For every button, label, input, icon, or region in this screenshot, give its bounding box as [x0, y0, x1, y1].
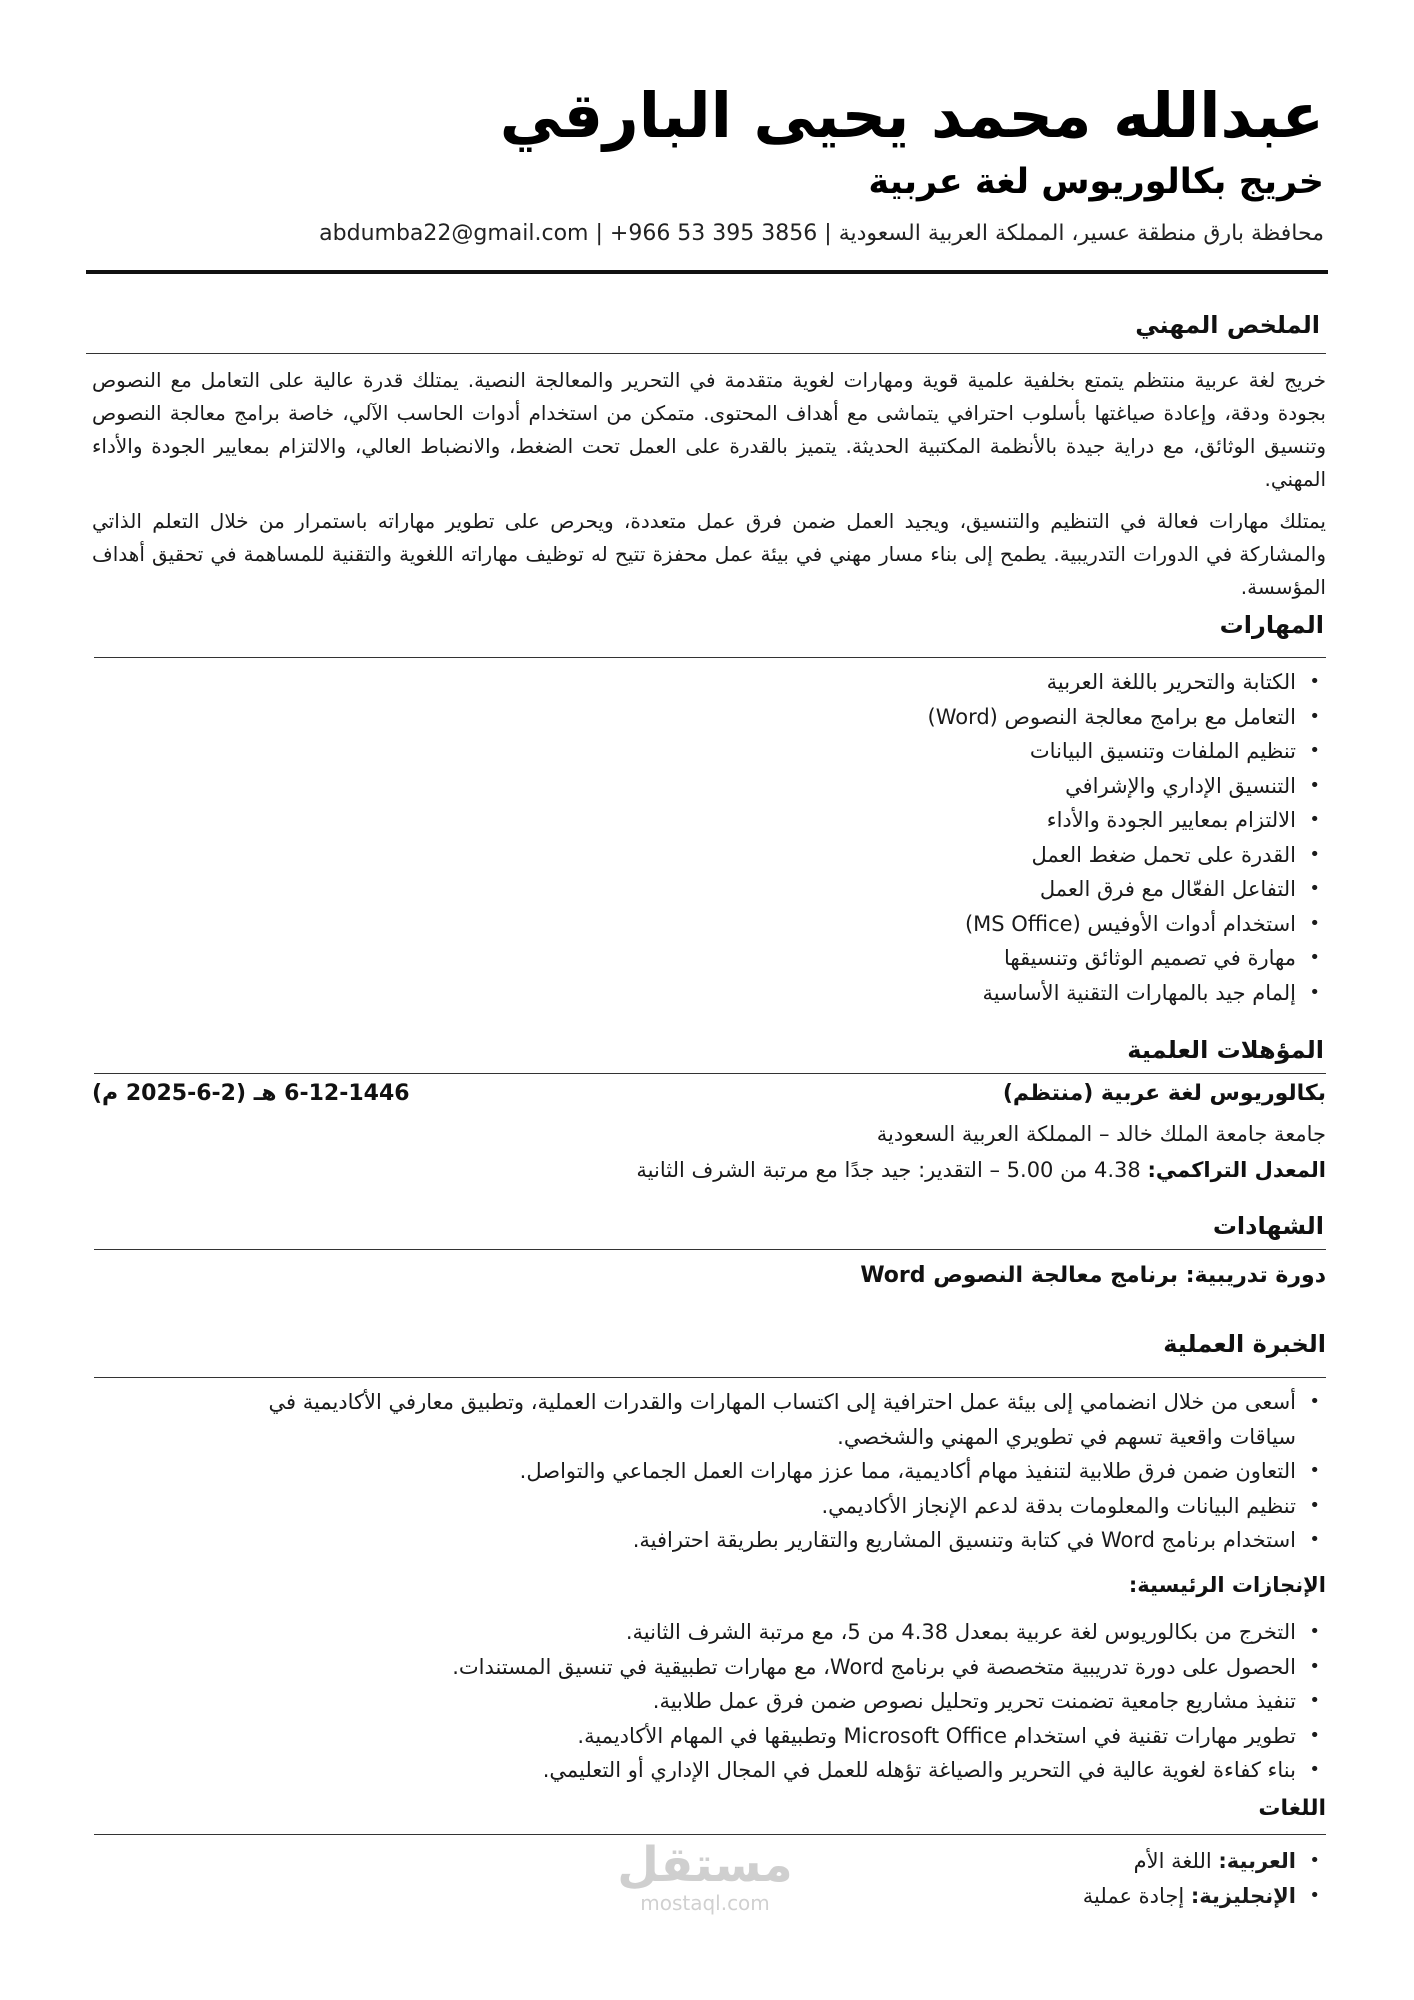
- skills-list: [927, 665, 1322, 1010]
- experience-item: • تنظيم البيانات والمعلومات بدقة لدعم الإنجاز الأكاديمي.: [252, 1489, 1322, 1524]
- experience-item: • التعاون ضمن فرق طلابية لتنفيذ مهام أكاديمية، مما عزز مهارات العمل الجماعي والتواصل.: [252, 1454, 1322, 1489]
- contact-line: [319, 221, 1324, 246]
- candidate-title: خريج بكالوريوس لغة عربية: [868, 162, 1324, 202]
- contact-email[interactable]: abdumba22@gmail.com: [319, 221, 589, 246]
- skill-item: • التعامل مع برامج معالجة النصوص (Word): [927, 700, 1322, 735]
- skill-item: • القدرة على تحمل ضغط العمل: [927, 838, 1322, 873]
- section-divider: [94, 1249, 1326, 1250]
- section-divider: [94, 1377, 1326, 1378]
- summary-paragraph-1: خريج لغة عربية منتظم يتمتع بخلفية علمية قوية ومهارات لغوية متقدمة في التحرير والمعالجة النصية. يمتلك قدرة عالية على التعامل مع النصوص بجودة ودقة، وإعادة صياغتها بأسلوب احترافي يتماشى مع أهداف المحتوى. متمكن من استخدام أدوات الحاسب الآلي، خاصة برامج معالجة النصوص وتنسيق الوثائق، مع دراية جيدة بالأنظمة المكتبية الحديثة. يتميز بالقدرة على العمل تحت الضغط، والانضباط العالي، والالتزام بمعايير الجودة والأداء المهني.: [92, 368, 1326, 491]
- summary-heading: الملخص المهني: [1135, 311, 1320, 339]
- achievement-item: • تطوير مهارات تقنية في استخدام Microsoft Office وتطبيقها في المهام الأكاديمية.: [452, 1719, 1322, 1754]
- language-name: الإنجليزية:: [1190, 1883, 1296, 1908]
- mostaql-watermark: [615, 1838, 795, 1914]
- contact-separator: |: [595, 221, 603, 246]
- skill-item: • تنظيم الملفات وتنسيق البيانات: [927, 734, 1322, 769]
- language-level: اللغة الأم: [1133, 1849, 1219, 1873]
- skill-item: • إلمام جيد بالمهارات التقنية الأساسية: [927, 976, 1322, 1011]
- achievement-item: • الحصول على دورة تدريبية متخصصة في برنامج Word، مع مهارات تطبيقية في تنسيق المستندات.: [452, 1650, 1322, 1685]
- summary-paragraph-2: يمتلك مهارات فعالة في التنظيم والتنسيق، ويجيد العمل ضمن فرق عمل متعددة، ويحرص على تطوير مهاراته باستمرار من خلال التعلم الذاتي والمشاركة في الدورات التدريبية. يطمح إلى بناء مسار مهني في بيئة عمل محفزة تتيح له توظيف مهاراته اللغوية والتقنية للمساهمة في تحقيق أهداف المؤسسة.: [92, 509, 1326, 599]
- section-divider: [94, 1834, 1326, 1835]
- achievements-heading: الإنجازات الرئيسية:: [1128, 1573, 1326, 1597]
- gpa-label: المعدل التراكمي:: [1147, 1158, 1326, 1182]
- contact-location: محافظة بارق منطقة عسير، المملكة العربية السعودية: [838, 221, 1324, 246]
- experience-item: • استخدام برنامج Word في كتابة وتنسيق المشاريع والتقارير بطريقة احترافية.: [252, 1523, 1322, 1558]
- contact-phone[interactable]: +966 53 395 3856: [609, 221, 818, 246]
- language-item: [1083, 1879, 1322, 1914]
- header-divider: [86, 270, 1328, 274]
- skill-item: • مهارة في تصميم الوثائق وتنسيقها: [927, 941, 1322, 976]
- section-divider: [86, 353, 1326, 354]
- language-name: العربية:: [1218, 1849, 1296, 1873]
- skill-item: • استخدام أدوات الأوفيس (MS Office): [927, 907, 1322, 942]
- language-item: [1083, 1844, 1322, 1879]
- section-divider: [94, 1073, 1326, 1074]
- education-row: [92, 1081, 1326, 1111]
- university-name: جامعة جامعة الملك خالد – المملكة العربية السعودية: [876, 1122, 1326, 1146]
- experience-heading: الخبرة العملية: [1163, 1330, 1326, 1358]
- languages-heading: اللغات: [1258, 1796, 1326, 1821]
- skill-item: • التنسيق الإداري والإشرافي: [927, 769, 1322, 804]
- experience-list: [252, 1385, 1322, 1558]
- candidate-name: عبدالله محمد يحيى البارقي: [499, 79, 1324, 152]
- degree-title: بكالوريوس لغة عربية (منتظم): [1002, 1081, 1326, 1106]
- contact-separator: |: [824, 221, 832, 246]
- skill-item: • الالتزام بمعايير الجودة والأداء: [927, 803, 1322, 838]
- achievement-item: • التخرج من بكالوريوس لغة عربية بمعدل 4.38 من 5، مع مرتبة الشرف الثانية.: [452, 1615, 1322, 1650]
- watermark-latin: mostaql.com: [640, 1891, 770, 1915]
- graduation-date: 6-12-1446 هـ (2-6-2025 م): [92, 1081, 410, 1106]
- education-heading: المؤهلات العلمية: [1127, 1036, 1324, 1064]
- section-divider: [94, 657, 1326, 658]
- achievements-list: [452, 1615, 1322, 1788]
- skill-item: • الكتابة والتحرير باللغة العربية: [927, 665, 1322, 700]
- achievement-item: • تنفيذ مشاريع جامعية تضمنت تحرير وتحليل نصوص ضمن فرق عمل طلابية.: [452, 1684, 1322, 1719]
- languages-list: [1083, 1844, 1322, 1913]
- gpa-line: [636, 1158, 1326, 1182]
- experience-item: • أسعى من خلال انضمامي إلى بيئة عمل احترافية إلى اكتساب المهارات والقدرات العملية، وتطبيق معارفي الأكاديمية في سياقات واقعية تسهم في تطويري المهني والشخصي.: [252, 1385, 1322, 1454]
- certificates-heading: الشهادات: [1212, 1212, 1324, 1240]
- achievement-item: • بناء كفاءة لغوية عالية في التحرير والصياغة تؤهله للعمل في المجال الإداري أو التعليمي.: [452, 1753, 1322, 1788]
- certificate-item: دورة تدريبية: برنامج معالجة النصوص Word: [860, 1263, 1326, 1288]
- language-level: إجادة عملية: [1082, 1883, 1191, 1908]
- gpa-value: 4.38 من 5.00 – التقدير: جيد جدًا مع مرتبة الشرف الثانية: [636, 1158, 1148, 1182]
- skill-item: • التفاعل الفعّال مع فرق العمل: [927, 872, 1322, 907]
- skills-heading: المهارات: [1219, 611, 1324, 639]
- watermark-arabic: مستقل: [617, 1837, 793, 1893]
